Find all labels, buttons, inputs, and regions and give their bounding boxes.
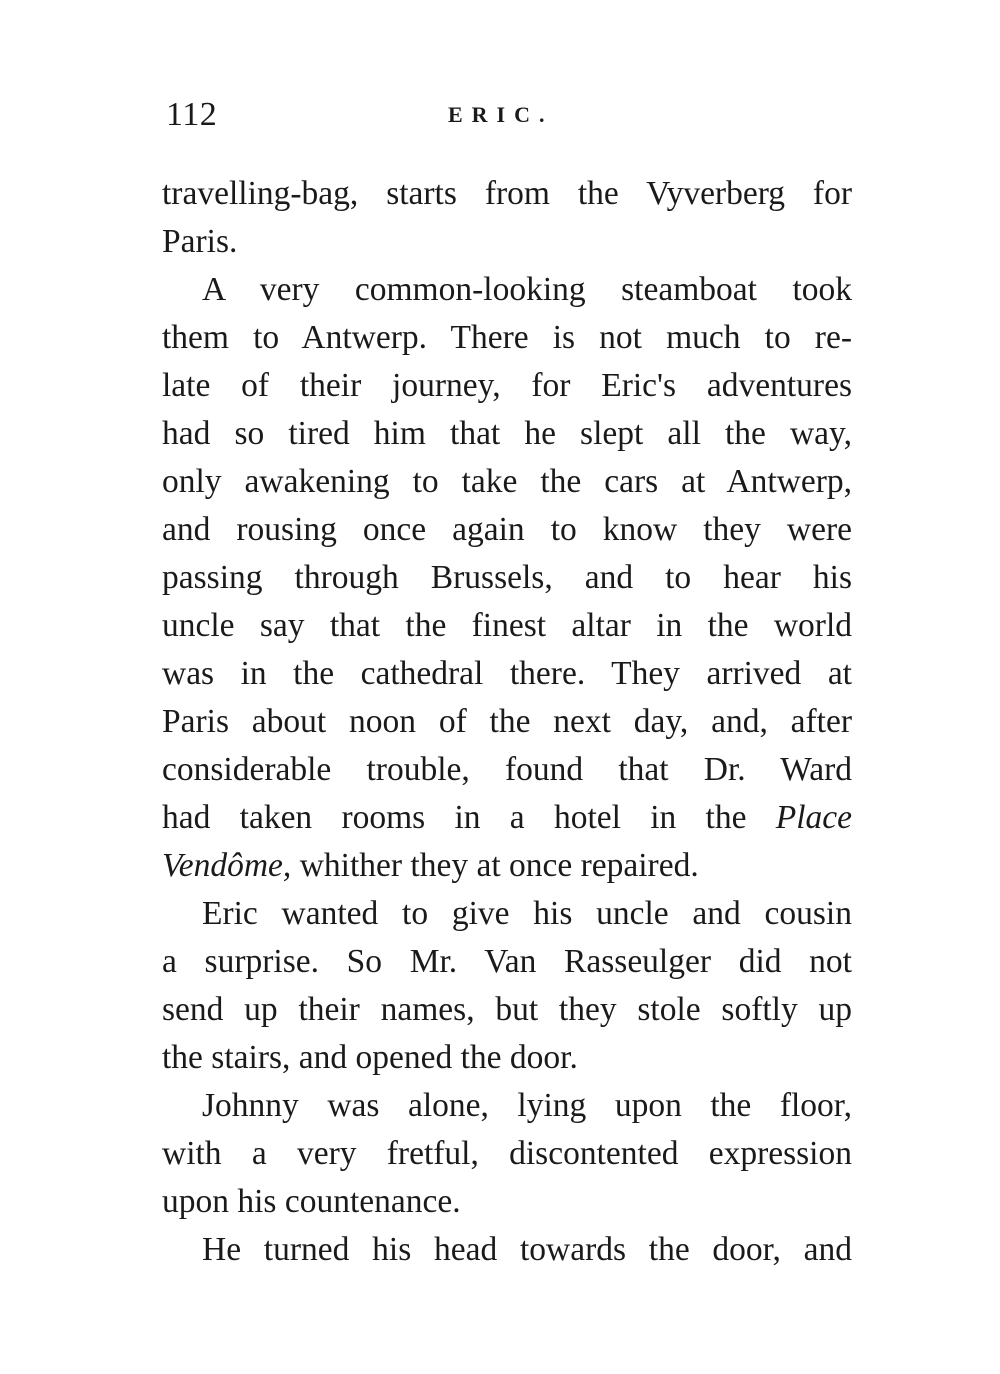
- text-line: and rousing once again to know they were: [162, 511, 852, 548]
- page-number: 112: [166, 96, 218, 133]
- text-line: had so tired him that he slept all the way,: [162, 415, 852, 452]
- text-fragment: had taken rooms in a hotel in the: [162, 799, 747, 836]
- text-line: He turned his head towards the door, and: [202, 1231, 852, 1268]
- paragraph: [162, 1082, 852, 1226]
- italic-place-name: Vendôme,: [162, 847, 292, 884]
- running-header: [166, 96, 856, 140]
- text-line: only awakening to take the cars at Antwerp,: [162, 463, 852, 500]
- text-line: Johnny was alone, lying upon the floor,: [202, 1087, 852, 1124]
- text-line: with a very fretful, discontented expression: [162, 1135, 852, 1172]
- text-line: Eric wanted to give his uncle and cousin: [202, 895, 852, 932]
- text-line: [162, 794, 852, 842]
- text-line: uncle say that the finest altar in the world: [162, 607, 852, 644]
- text-line: late of their journey, for Eric's adventures: [162, 367, 852, 404]
- text-line: send up their names, but they stole softly up: [162, 991, 852, 1028]
- paragraph: [162, 1226, 852, 1274]
- text-line: them to Antwerp. There is not much to re-: [162, 319, 852, 356]
- text-line: considerable trouble, found that Dr. Ward: [162, 751, 852, 788]
- text-fragment: whither they at once repaired.: [299, 847, 699, 884]
- paragraph: [162, 170, 852, 266]
- running-title: ERIC.: [448, 102, 554, 127]
- text-line: Paris.: [162, 223, 238, 260]
- text-line: Paris about noon of the next day, and, after: [162, 703, 852, 740]
- text-line: was in the cathedral there. They arrived at: [162, 655, 852, 692]
- text-line: passing through Brussels, and to hear his: [162, 559, 852, 596]
- text-line: travelling-bag, starts from the Vyverberg for: [162, 175, 852, 212]
- text-line: [162, 842, 852, 890]
- italic-place-name: Place: [775, 799, 853, 836]
- paragraph: [162, 266, 852, 890]
- paragraph: [162, 890, 852, 1082]
- text-line: upon his countenance.: [162, 1183, 461, 1220]
- text-line: the stairs, and opened the door.: [162, 1039, 578, 1076]
- text-line: A very common-looking steamboat took: [202, 271, 852, 308]
- body-text: [162, 170, 852, 1274]
- text-line: a surprise. So Mr. Van Rasseulger did not: [162, 943, 852, 980]
